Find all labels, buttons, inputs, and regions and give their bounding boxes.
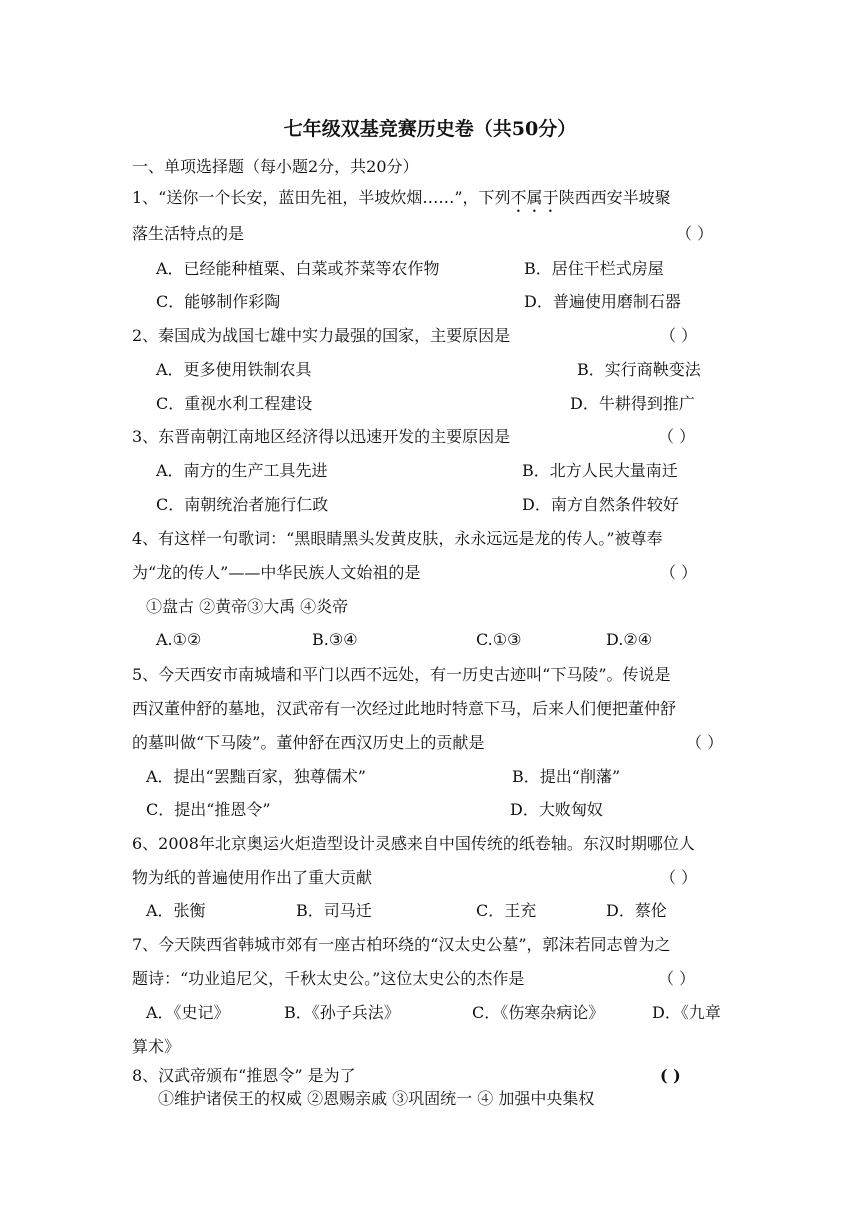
q4-answer-blank: （ ） [660, 563, 698, 582]
q8-items: ①维护诸侯王的权威 ②恩赐亲戚 ③巩固统一 ④ 加强中央集权 [158, 1089, 595, 1108]
q5-option-b: B．提出“削藩” [512, 767, 621, 786]
q3-stem: 3、东晋南朝江南地区经济得以迅速开发的主要原因是 [132, 427, 511, 446]
section-heading: 一、单项选择题（每小题2分，共20分） [132, 157, 419, 176]
q4-option-d: D.②④ [606, 630, 653, 649]
q3-option-c: C．南朝统治者施行仁政 [156, 495, 329, 514]
q1-stem-pre: 1、“送你一个长安，蓝田先祖，半坡炊烟……”，下列 [132, 188, 511, 207]
q6-stem-line1: 6、2008年北京奥运火炬造型设计灵感来自中国传统的纸卷轴。东汉时期哪位人 [132, 834, 695, 853]
q1-option-d: D．普遍使用磨制石器 [524, 292, 681, 311]
q6-option-b: B．司马迁 [296, 901, 372, 920]
q7-option-a: A．《史记》 [146, 1003, 230, 1022]
q7-stem-line2: 题诗：“功业追尼父，千秋太史公。”这位太史公的杰作是 [132, 969, 525, 988]
q8-answer-blank: ( ) [660, 1066, 681, 1085]
q4-stem-line1: 4、有这样一句歌词：“黑眼睛黑头发黄皮肤，永永远远是龙的传人。”被尊奉 [132, 529, 663, 548]
q2-option-a: A．更多使用铁制农具 [156, 360, 312, 379]
q7-stem-line1: 7、今天陕西省韩城市郊有一座古柏环绕的“汉太史公墓”，郭沫若同志曾为之 [132, 935, 671, 954]
q1-stem-post: 陕西西安半坡聚 [558, 188, 671, 207]
q1-stem-line2: 落生活特点的是 [132, 224, 245, 243]
q2-option-b: B．实行商鞅变法 [577, 360, 701, 379]
q4-option-a: A.①② [156, 630, 202, 649]
q1-answer-blank: （ ） [676, 224, 714, 243]
q2-stem: 2、秦国成为战国七雄中实力最强的国家，主要原因是 [132, 326, 511, 345]
q7-option-d: D．《九章 [652, 1003, 721, 1022]
q6-option-a: A．张衡 [146, 901, 206, 920]
q7-option-d-continued: 算术》 [132, 1037, 181, 1056]
q1-option-a: A．已经能种植粟、白菜或芥菜等农作物 [156, 259, 440, 278]
q6-option-c: C．王充 [476, 901, 537, 920]
q5-stem-line1: 5、今天西安市南城墙和平门以西不远处，有一历史古迹叫“下马陵”。传说是 [132, 665, 671, 684]
q6-stem-line2: 物为纸的普遍使用作出了重大贡献 [132, 868, 373, 887]
q1-option-c: C．能够制作彩陶 [156, 292, 281, 311]
q5-stem-line2: 西汉董仲舒的墓地，汉武帝有一次经过此地时特意下马，后来人们便把董仲舒 [132, 699, 677, 718]
q3-option-a: A．南方的生产工具先进 [156, 461, 328, 480]
q1-emphasis: 不属于 [510, 188, 559, 207]
q5-option-a: A．提出“罢黜百家，独尊儒术” [146, 767, 366, 786]
exam-title: 七年级双基竞赛历史卷（共50分） [283, 118, 577, 140]
q6-answer-blank: （ ） [660, 868, 698, 887]
q4-option-c: C.①③ [476, 630, 522, 649]
q3-answer-blank: （ ） [658, 427, 696, 446]
q3-option-b: B．北方人民大量南迁 [522, 461, 678, 480]
q6-option-d: D．蔡伦 [606, 901, 667, 920]
q2-answer-blank: （ ） [660, 326, 698, 345]
q1-stem-line1 [132, 188, 671, 216]
q4-option-b: B.③④ [312, 630, 358, 649]
q5-answer-blank: （ ） [686, 733, 724, 752]
q2-option-c: C．重视水利工程建设 [156, 394, 313, 413]
q5-option-c: C．提出“推恩令” [146, 800, 271, 819]
q1-option-b: B．居住干栏式房屋 [524, 259, 664, 278]
q7-option-c: C．《伤寒杂病论》 [472, 1003, 605, 1022]
q5-option-d: D．大败匈奴 [510, 800, 603, 819]
q3-option-d: D．南方自然条件较好 [522, 495, 679, 514]
q7-answer-blank: （ ） [658, 969, 696, 988]
q4-stem-line2: 为“龙的传人”——中华民族人文始祖的是 [132, 563, 421, 582]
q8-stem: 8、汉武帝颁布“推恩令” 是为了 [132, 1066, 356, 1085]
q5-stem-line3: 的墓叫做“下马陵”。董仲舒在西汉历史上的贡献是 [132, 733, 485, 752]
q7-option-b: B．《孙子兵法》 [284, 1003, 400, 1022]
q2-option-d: D．牛耕得到推广 [570, 394, 695, 413]
q4-items: ①盘古 ②黄帝③大禹 ④炎帝 [146, 597, 349, 616]
